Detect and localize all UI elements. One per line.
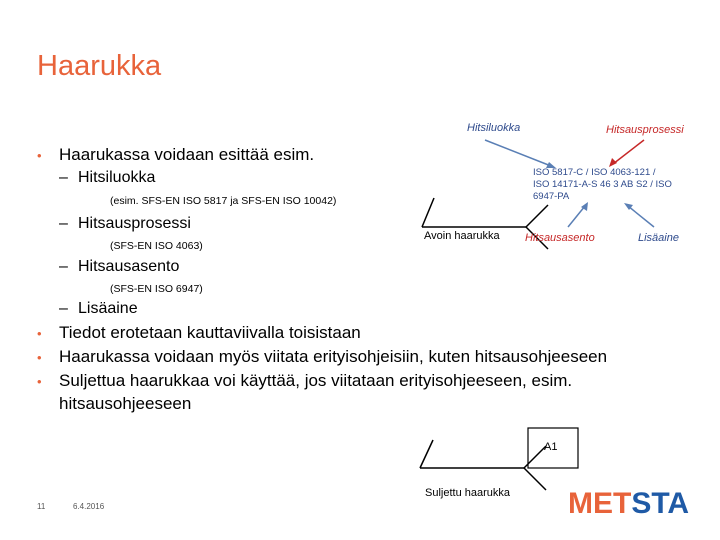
metsta-logo xyxy=(568,487,689,521)
logo-part-1: MET xyxy=(568,487,632,520)
page-number: 11 xyxy=(37,502,46,511)
note-hitsiluokka: (esim. SFS-EN ISO 5817 ja SFS-EN ISO 10042) xyxy=(110,195,337,207)
bullet-4-line-1: Suljettua haarukkaa voi käyttää, jos viitataan erityisohjeeseen, esim. xyxy=(59,371,573,390)
dash-icon: – xyxy=(59,300,68,317)
suljettu-haarukka-label: Suljettu haarukka xyxy=(425,487,510,499)
arrow-line-closed xyxy=(420,440,433,468)
note-hitsausasento: (SFS-EN ISO 6947) xyxy=(110,283,203,295)
dash-icon: – xyxy=(59,215,68,232)
bullet-icon: • xyxy=(37,148,42,163)
sub-bullet-hitsausasento: Hitsausasento xyxy=(78,258,180,275)
lisaaine-label: Lisäaine xyxy=(638,232,679,244)
bullet-icon: • xyxy=(37,350,42,365)
hitsausprosessi-arrow xyxy=(613,140,644,164)
hitsiluokka-label: Hitsiluokka xyxy=(467,122,521,134)
bullet-icon: • xyxy=(37,326,42,341)
hitsausprosessi-label: Hitsausprosessi xyxy=(606,124,684,136)
fork-upper-open xyxy=(526,205,548,227)
page-title: Haarukka xyxy=(37,50,162,82)
arrow-line-open xyxy=(422,198,434,227)
standards-text: ISO 5817-C / ISO 4063-121 / ISO 14171-A-S 46 3 AB S2 / ISO 6947-PA xyxy=(533,167,672,202)
bullet-4-line-2: hitsausohjeeseen xyxy=(59,394,192,413)
avoin-haarukka-label: Avoin haarukka xyxy=(424,230,500,242)
hitsausasento-arrow xyxy=(568,206,585,227)
fork-upper-closed xyxy=(524,446,546,468)
lisaaine-arrow xyxy=(628,206,654,227)
footer-date: 6.4.2016 xyxy=(73,502,105,511)
bullet-1: Haarukassa voidaan esittää esim. xyxy=(59,145,315,164)
dash-icon: – xyxy=(59,169,68,186)
fork-lower-closed xyxy=(524,468,546,490)
bullet-3: Haarukassa voidaan myös viitata erityisohjeisiin, kuten hitsausohjeeseen xyxy=(59,347,608,366)
sub-bullet-lisaaine: Lisäaine xyxy=(78,300,138,317)
hitsiluokka-arrow xyxy=(485,140,551,166)
bullet-icon: • xyxy=(37,374,42,389)
dash-icon: – xyxy=(59,258,68,275)
bullet-2: Tiedot erotetaan kauttaviivalla toisistaan xyxy=(59,323,361,342)
hitsausasento-label: Hitsausasento xyxy=(525,232,595,244)
a1-label: A1 xyxy=(544,441,558,453)
sub-bullet-hitsiluokka: Hitsiluokka xyxy=(78,169,156,186)
note-hitsausprosessi: (SFS-EN ISO 4063) xyxy=(110,240,203,252)
logo-part-2: STA xyxy=(631,487,690,520)
sub-bullet-hitsausprosessi: Hitsausprosessi xyxy=(78,215,191,232)
